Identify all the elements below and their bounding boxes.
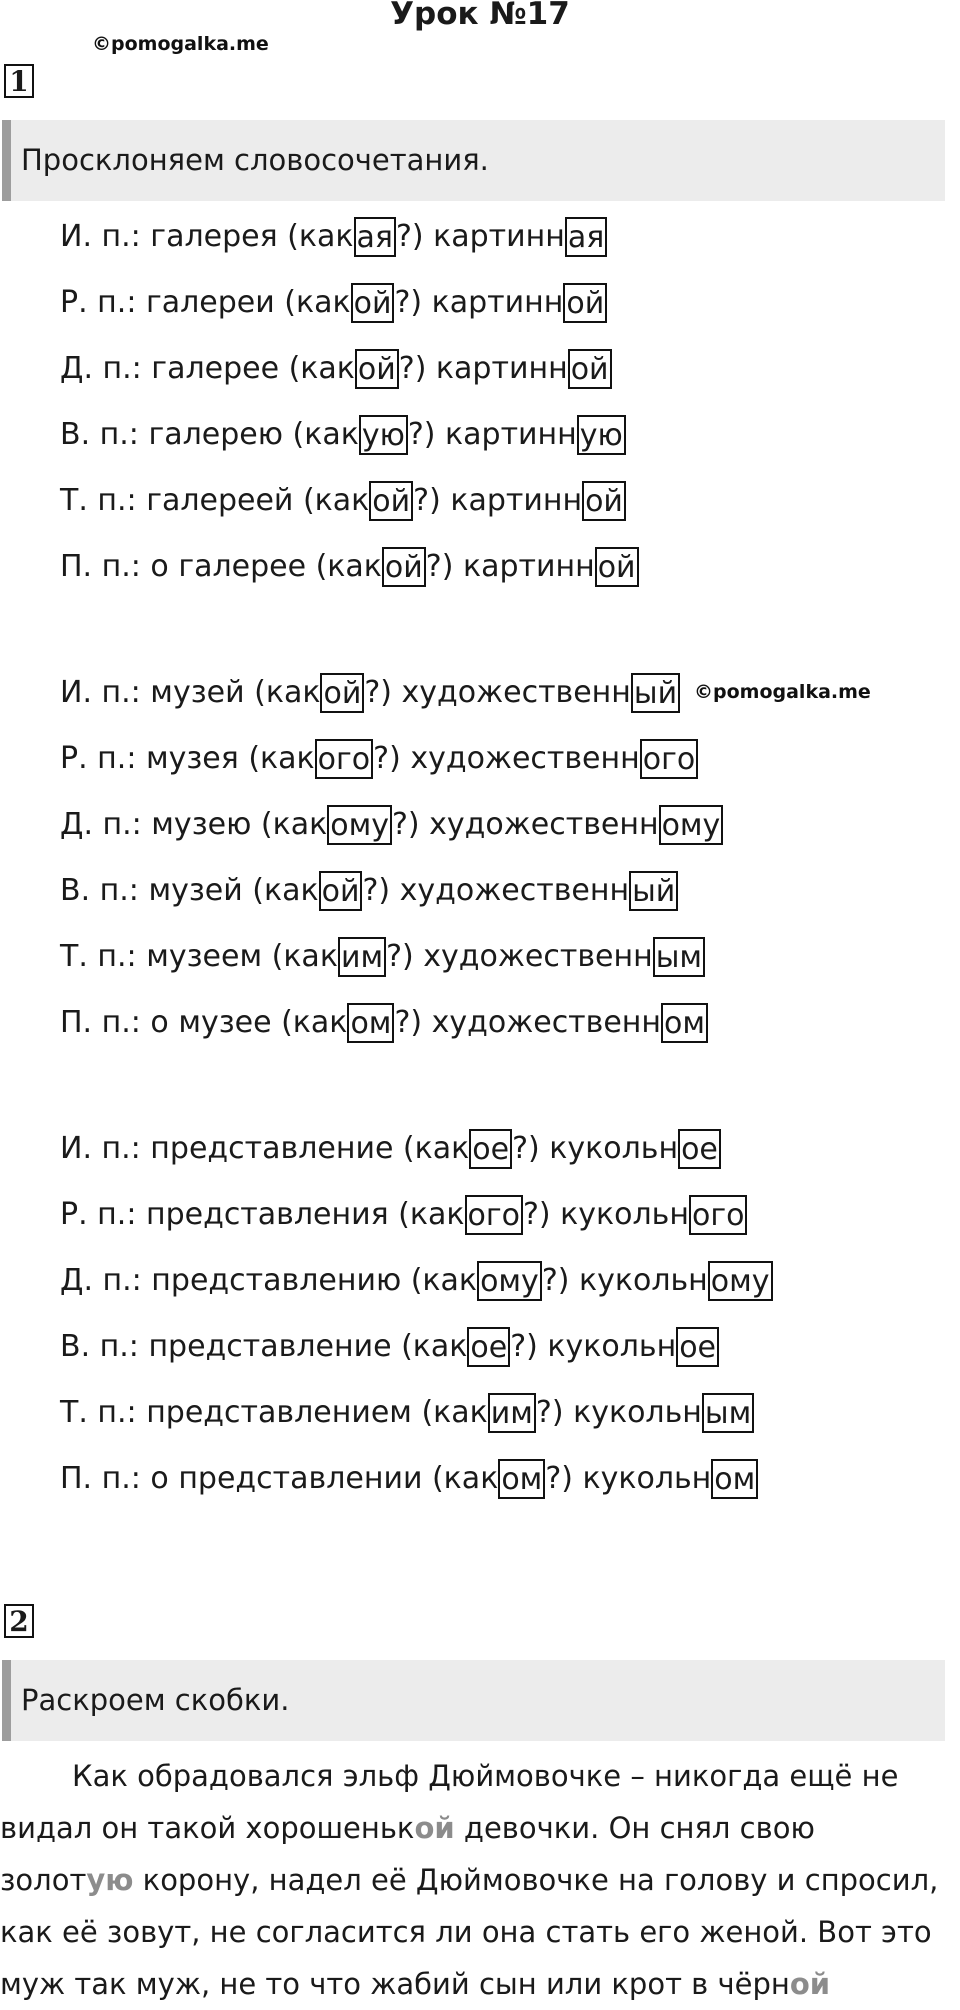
- declension-row: [60, 1459, 758, 1499]
- story-line: [0, 1854, 960, 1906]
- ending-box: ому: [477, 1261, 542, 1301]
- declension-row: [60, 1003, 708, 1043]
- ending-box: ую: [577, 415, 626, 455]
- declension-text: ?) кукольн: [510, 1329, 677, 1364]
- declension-text: В. п.: галерею (как: [60, 417, 359, 452]
- declension-row: [60, 481, 626, 521]
- ending-box: ой: [369, 481, 413, 521]
- ending-box: ым: [702, 1393, 754, 1433]
- task1-banner-text: Просклоняем словосочетания.: [21, 143, 489, 177]
- task-number-1: 1: [4, 64, 34, 98]
- declension-row: [60, 805, 723, 845]
- declension-text: И. п.: музей (как: [60, 675, 321, 710]
- ending-box: ом: [347, 1003, 394, 1043]
- story-segment: муж так муж, не то что жабий сын или крот в чёрн: [0, 1967, 790, 2001]
- ending-box: ое: [467, 1327, 510, 1367]
- ending-box: им: [338, 937, 386, 977]
- declension-row: [60, 1129, 721, 1169]
- ending-box: ое: [678, 1129, 721, 1169]
- declension-text: Т. п.: представлением (как: [60, 1395, 488, 1430]
- ending-box: ой: [582, 481, 626, 521]
- ending-box: ая: [565, 217, 607, 257]
- ending-box: ому: [659, 805, 724, 845]
- declension-text: Р. п.: представления (как: [60, 1197, 465, 1232]
- declension-text: Т. п.: галереей (как: [60, 483, 370, 518]
- declension-text: ?) картинн: [394, 285, 564, 320]
- declension-text: Р. п.: музея (как: [60, 741, 315, 776]
- declension-text: ?) кукольн: [545, 1461, 712, 1496]
- ending-box: ом: [661, 1003, 708, 1043]
- declension-row: [60, 283, 607, 323]
- declension-text: В. п.: музей (как: [60, 873, 319, 908]
- declension-text: Т. п.: музеем (как: [60, 939, 338, 974]
- declension-row: [60, 217, 607, 257]
- declension-text: ?) художественн: [373, 741, 640, 776]
- task2-banner: [2, 1660, 945, 1741]
- declension-row: [60, 349, 612, 389]
- ending-box: ой: [382, 547, 426, 587]
- story-segment: как её зовут, не согласится ли она стать его женой. Вот это: [0, 1915, 932, 1949]
- story-segment: девочки. Он снял свою: [454, 1811, 815, 1845]
- declension-text: ?) художественн: [386, 939, 653, 974]
- declension-text: В. п.: представление (как: [60, 1329, 468, 1364]
- story-line: [0, 1958, 960, 2010]
- ending-box: ой: [319, 871, 363, 911]
- ending-box: ой: [563, 283, 607, 323]
- ending-box: ый: [631, 673, 680, 713]
- task1-banner: [2, 120, 945, 201]
- declension-row: [60, 1195, 747, 1235]
- task-number-2: 2: [4, 1604, 34, 1638]
- declension-row: [60, 937, 705, 977]
- story-line: [0, 1750, 960, 1802]
- declension-text: П. п.: о представлении (как: [60, 1461, 499, 1496]
- declension-row: [60, 547, 639, 587]
- declension-text: ?) картинн: [407, 417, 577, 452]
- story-segment: золот: [0, 1863, 87, 1897]
- ending-box: ому: [327, 805, 392, 845]
- ending-box: ом: [711, 1459, 758, 1499]
- declension-text: ?) художественн: [391, 807, 659, 842]
- inserted-ending: ую: [86, 1863, 134, 1897]
- ending-box: ого: [640, 739, 698, 779]
- ending-box: ой: [355, 349, 399, 389]
- ending-box: ая: [354, 217, 396, 257]
- story-line: [0, 1802, 960, 1854]
- ending-box: ой: [351, 283, 395, 323]
- declension-text: ?) кукольн: [512, 1131, 679, 1166]
- ending-box: ого: [689, 1195, 747, 1235]
- ending-box: ую: [359, 415, 408, 455]
- declension-row: [60, 673, 680, 713]
- declension-text: Д. п.: музею (как: [60, 807, 328, 842]
- ending-box: им: [488, 1393, 536, 1433]
- declension-row: [60, 415, 626, 455]
- ending-box: ому: [708, 1261, 773, 1301]
- story-segment: корону, надел её Дюймовочке на голову и спросил,: [133, 1863, 939, 1897]
- declension-row: [60, 1327, 719, 1367]
- ending-box: ое: [469, 1129, 512, 1169]
- task2-banner-text: Раскроем скобки.: [21, 1683, 290, 1717]
- ending-box: ое: [676, 1327, 719, 1367]
- story-segment: видал он такой хорошеньк: [0, 1811, 415, 1845]
- declension-row: [60, 739, 698, 779]
- ending-box: ого: [465, 1195, 523, 1235]
- ending-box: ом: [498, 1459, 545, 1499]
- declension-text: Д. п.: галерее (как: [60, 351, 355, 386]
- declension-text: П. п.: о музее (как: [60, 1005, 348, 1040]
- story-segment: Как обрадовался эльф Дюймовочке – никогда ещё не: [72, 1759, 899, 1793]
- ending-box: ой: [595, 547, 639, 587]
- ending-box: ым: [653, 937, 705, 977]
- story-line: [0, 1906, 960, 1958]
- declension-text: Р. п.: галереи (как: [60, 285, 351, 320]
- inserted-ending: ой: [414, 1811, 455, 1845]
- declension-text: П. п.: о галерее (как: [60, 549, 382, 584]
- declension-text: ?) картинн: [398, 351, 568, 386]
- declension-row: [60, 871, 678, 911]
- ending-box: ой: [568, 349, 612, 389]
- declension-text: ?) кукольн: [523, 1197, 689, 1232]
- declension-text: ?) картинн: [413, 483, 583, 518]
- declension-text: И. п.: представление (как: [60, 1131, 470, 1166]
- declension-text: ?) кукольн: [535, 1395, 702, 1430]
- inserted-ending: ой: [789, 1967, 831, 2001]
- declension-text: ?) картинн: [395, 219, 565, 254]
- declension-text: ?) художественн: [362, 873, 630, 908]
- ending-box: ый: [629, 871, 678, 911]
- declension-row: [60, 1393, 754, 1433]
- declension-row: [60, 1261, 773, 1301]
- declension-text: Д. п.: представлению (как: [60, 1263, 478, 1298]
- declension-text: ?) кукольн: [541, 1263, 708, 1298]
- watermark-middle: ©pomogalka.me: [694, 681, 871, 703]
- ending-box: ой: [320, 673, 364, 713]
- watermark-top: ©pomogalka.me: [92, 33, 269, 55]
- ending-box: ого: [315, 739, 373, 779]
- declension-text: ?) художественн: [394, 1005, 662, 1040]
- story-text: [0, 1750, 960, 2010]
- declension-text: И. п.: галерея (как: [60, 219, 354, 254]
- page-title: Урок №17: [390, 0, 570, 32]
- declension-text: ?) картинн: [425, 549, 595, 584]
- declension-text: ?) художественн: [364, 675, 631, 710]
